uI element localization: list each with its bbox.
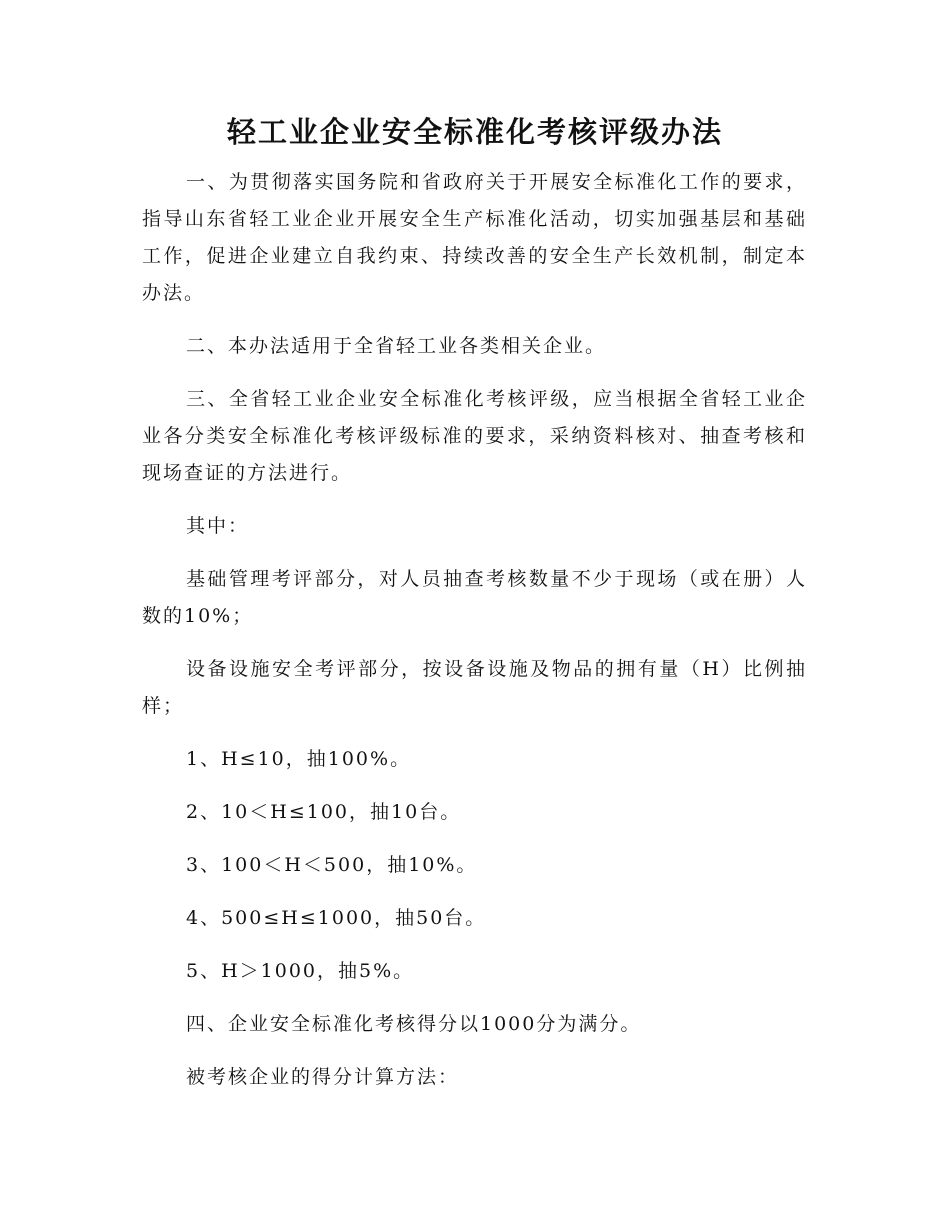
paragraph-equipment-sampling: 设备设施安全考评部分，按设备设施及物品的拥有量（H）比例抽样； — [142, 658, 807, 717]
paragraph-score-calculation: 被考核企业的得分计算方法： — [186, 1066, 460, 1088]
paragraph-basic-management: 基础管理考评部分，对人员抽查考核数量不少于现场（或在册）人数的10%； — [142, 568, 807, 627]
document-body — [142, 164, 807, 1112]
paragraph-scope: 二、本办法适用于全省轻工业各类相关企业。 — [186, 335, 607, 357]
sampling-rule-4: 4、500≤H≤1000，抽50台。 — [186, 907, 487, 929]
sampling-rule-3: 3、100＜H＜500，抽10%。 — [186, 854, 478, 876]
paragraph-purpose: 一、为贯彻落实国务院和省政府关于开展安全标准化工作的要求，指导山东省轻工业企业开展安全生产标准化活动，切实加强基层和基础工作，促进企业建立自我约束、持续改善的安全生产长效机制，制定本办法。 — [142, 171, 807, 304]
paragraph-among: 其中： — [186, 515, 250, 537]
paragraph-method: 三、全省轻工业企业安全标准化考核评级，应当根据全省轻工业企业各分类安全标准化考核评级标准的要求，采纳资料核对、抽查考核和现场查证的方法进行。 — [142, 388, 807, 484]
sampling-rule-1: 1、H≤10，抽100%。 — [186, 748, 412, 770]
sampling-rule-5: 5、H＞1000，抽5%。 — [186, 960, 415, 982]
sampling-rule-2: 2、10＜H≤100，抽10台。 — [186, 801, 462, 823]
document-title: 轻工业企业安全标准化考核评级办法 — [226, 115, 723, 149]
paragraph-full-score: 四、企业安全标准化考核得分以1000分为满分。 — [186, 1013, 642, 1035]
